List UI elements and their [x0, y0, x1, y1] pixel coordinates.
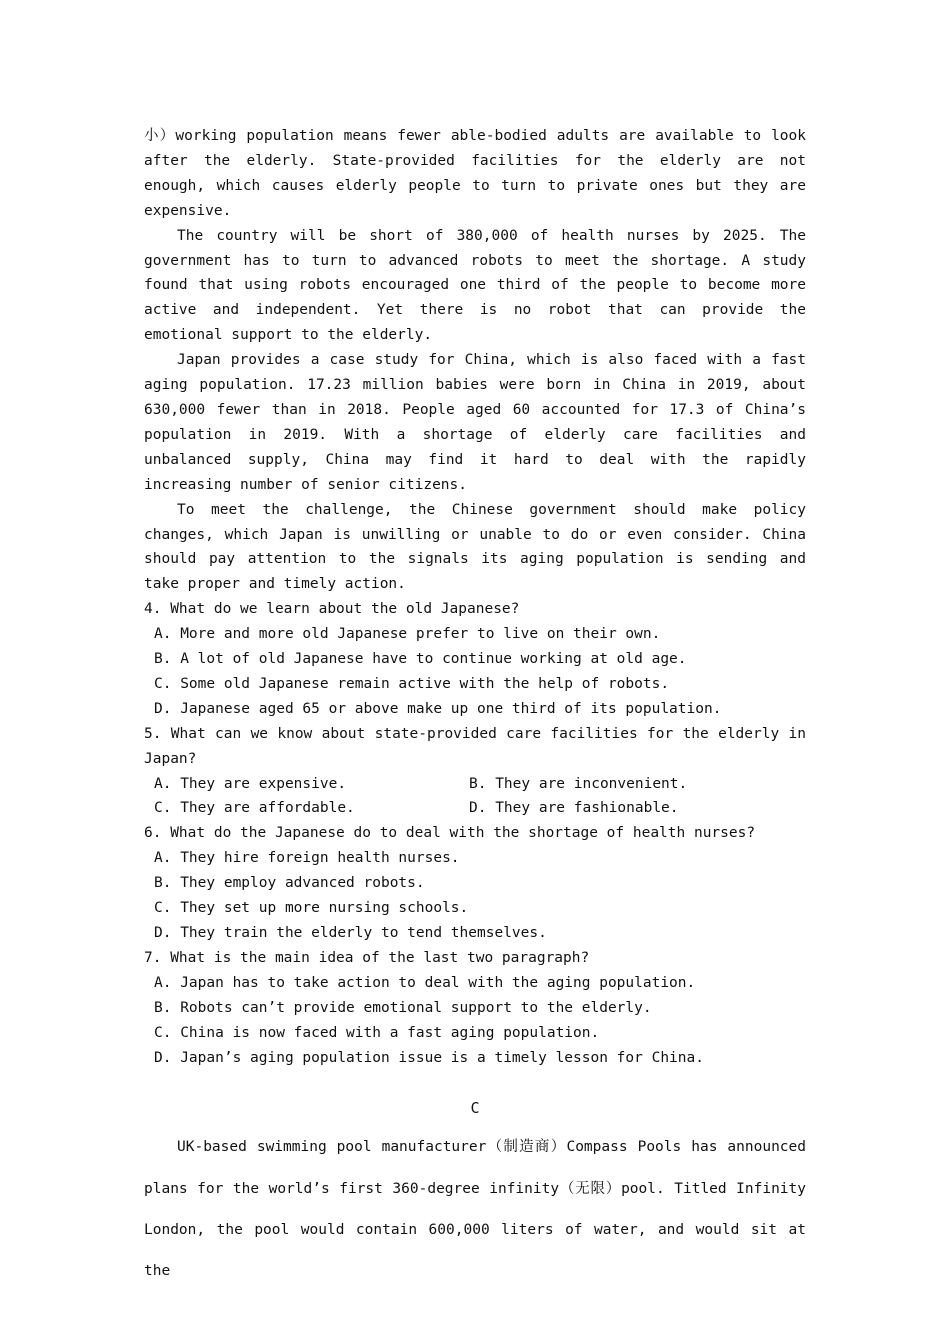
question-6-option-b: B. They employ advanced robots.	[154, 875, 425, 892]
question-4-option-a: A. More and more old Japanese prefer to live on their own.	[154, 626, 661, 643]
question-7-stem: 7. What is the main idea of the last two paragraph?	[144, 949, 590, 966]
passage-b-paragraph-2: The country will be short of 380,000 of health nurses by 2025. The government has to turn to advanced robots to meet the shortage. A study found that using robots encouraged one third of the people to become more active and independent. Yet there is no robot that can provide the emotional support to the elderly.	[144, 227, 806, 344]
question-6	[144, 821, 806, 946]
question-5-stem: 5. What can we know about state-provided care facilities for the elderly in Japan?	[144, 725, 806, 767]
passage-b-paragraph-4: To meet the challenge, the Chinese government should make policy changes, which Japan is unwilling or unable to do or even consider. China should pay attention to the signals its aging population is sending and take proper and timely action.	[144, 501, 806, 593]
passage-b-paragraph-1: 小）working population means fewer able-bodied adults are available to look after the elderly. State-provided facilities for the elderly are not enough, which causes elderly people to turn to private ones but they are expensive.	[144, 128, 806, 219]
passage-b-paragraph-3: Japan provides a case study for China, which is also faced with a fast aging population. 17.23 million babies were born in China in 2019, about 630,000 fewer than in 2018. People aged 60 accounted for 17.3 of China’s population in 2019. With a shortage of elderly care facilities and unbalanced supply, China may find it hard to deal with the rapidly increasing number of senior citizens.	[144, 352, 806, 493]
question-7-option-a: A. Japan has to take action to deal with the aging population.	[154, 974, 696, 991]
question-5	[144, 722, 806, 822]
question-5-option-a: A. They are expensive.	[154, 775, 347, 792]
document-page	[144, 124, 806, 1293]
question-6-option-c: C. They set up more nursing schools.	[154, 900, 469, 917]
question-5-option-c: C. They are affordable.	[154, 800, 355, 817]
question-4	[144, 597, 806, 722]
question-4-stem: 4. What do we learn about the old Japanese?	[144, 601, 520, 618]
question-5-options-row-2	[154, 796, 806, 821]
question-7	[144, 946, 806, 1071]
question-6-option-a: A. They hire foreign health nurses.	[154, 850, 460, 867]
question-4-option-d: D. Japanese aged 65 or above make up one third of its population.	[154, 700, 722, 717]
question-4-option-c: C. Some old Japanese remain active with the help of robots.	[154, 675, 670, 692]
question-6-stem: 6. What do the Japanese do to deal with the shortage of health nurses?	[144, 825, 756, 842]
question-6-option-d: D. They train the elderly to tend themselves.	[154, 925, 547, 941]
question-5-options-row-1	[154, 772, 806, 797]
question-5-option-d: D. They are fashionable.	[469, 800, 679, 817]
question-4-option-b: B. A lot of old Japanese have to continue working at old age.	[154, 651, 687, 668]
passage-c-paragraph-1: UK-based swimming pool manufacturer（制造商）Compass Pools has announced plans for the world’s first 360-degree infinity（无限）pool. Titled Infinity London, the pool would contain 600,000 liters of water, and would sit at the	[144, 1139, 806, 1280]
question-5-option-b: B. They are inconvenient.	[469, 775, 688, 792]
question-7-option-b: B. Robots can’t provide emotional support to the elderly.	[154, 999, 652, 1016]
question-7-option-d: D. Japan’s aging population issue is a timely lesson for China.	[154, 1049, 704, 1066]
question-7-option-c: C. China is now faced with a fast aging population.	[154, 1024, 600, 1041]
section-c-title: C	[470, 1099, 480, 1118]
